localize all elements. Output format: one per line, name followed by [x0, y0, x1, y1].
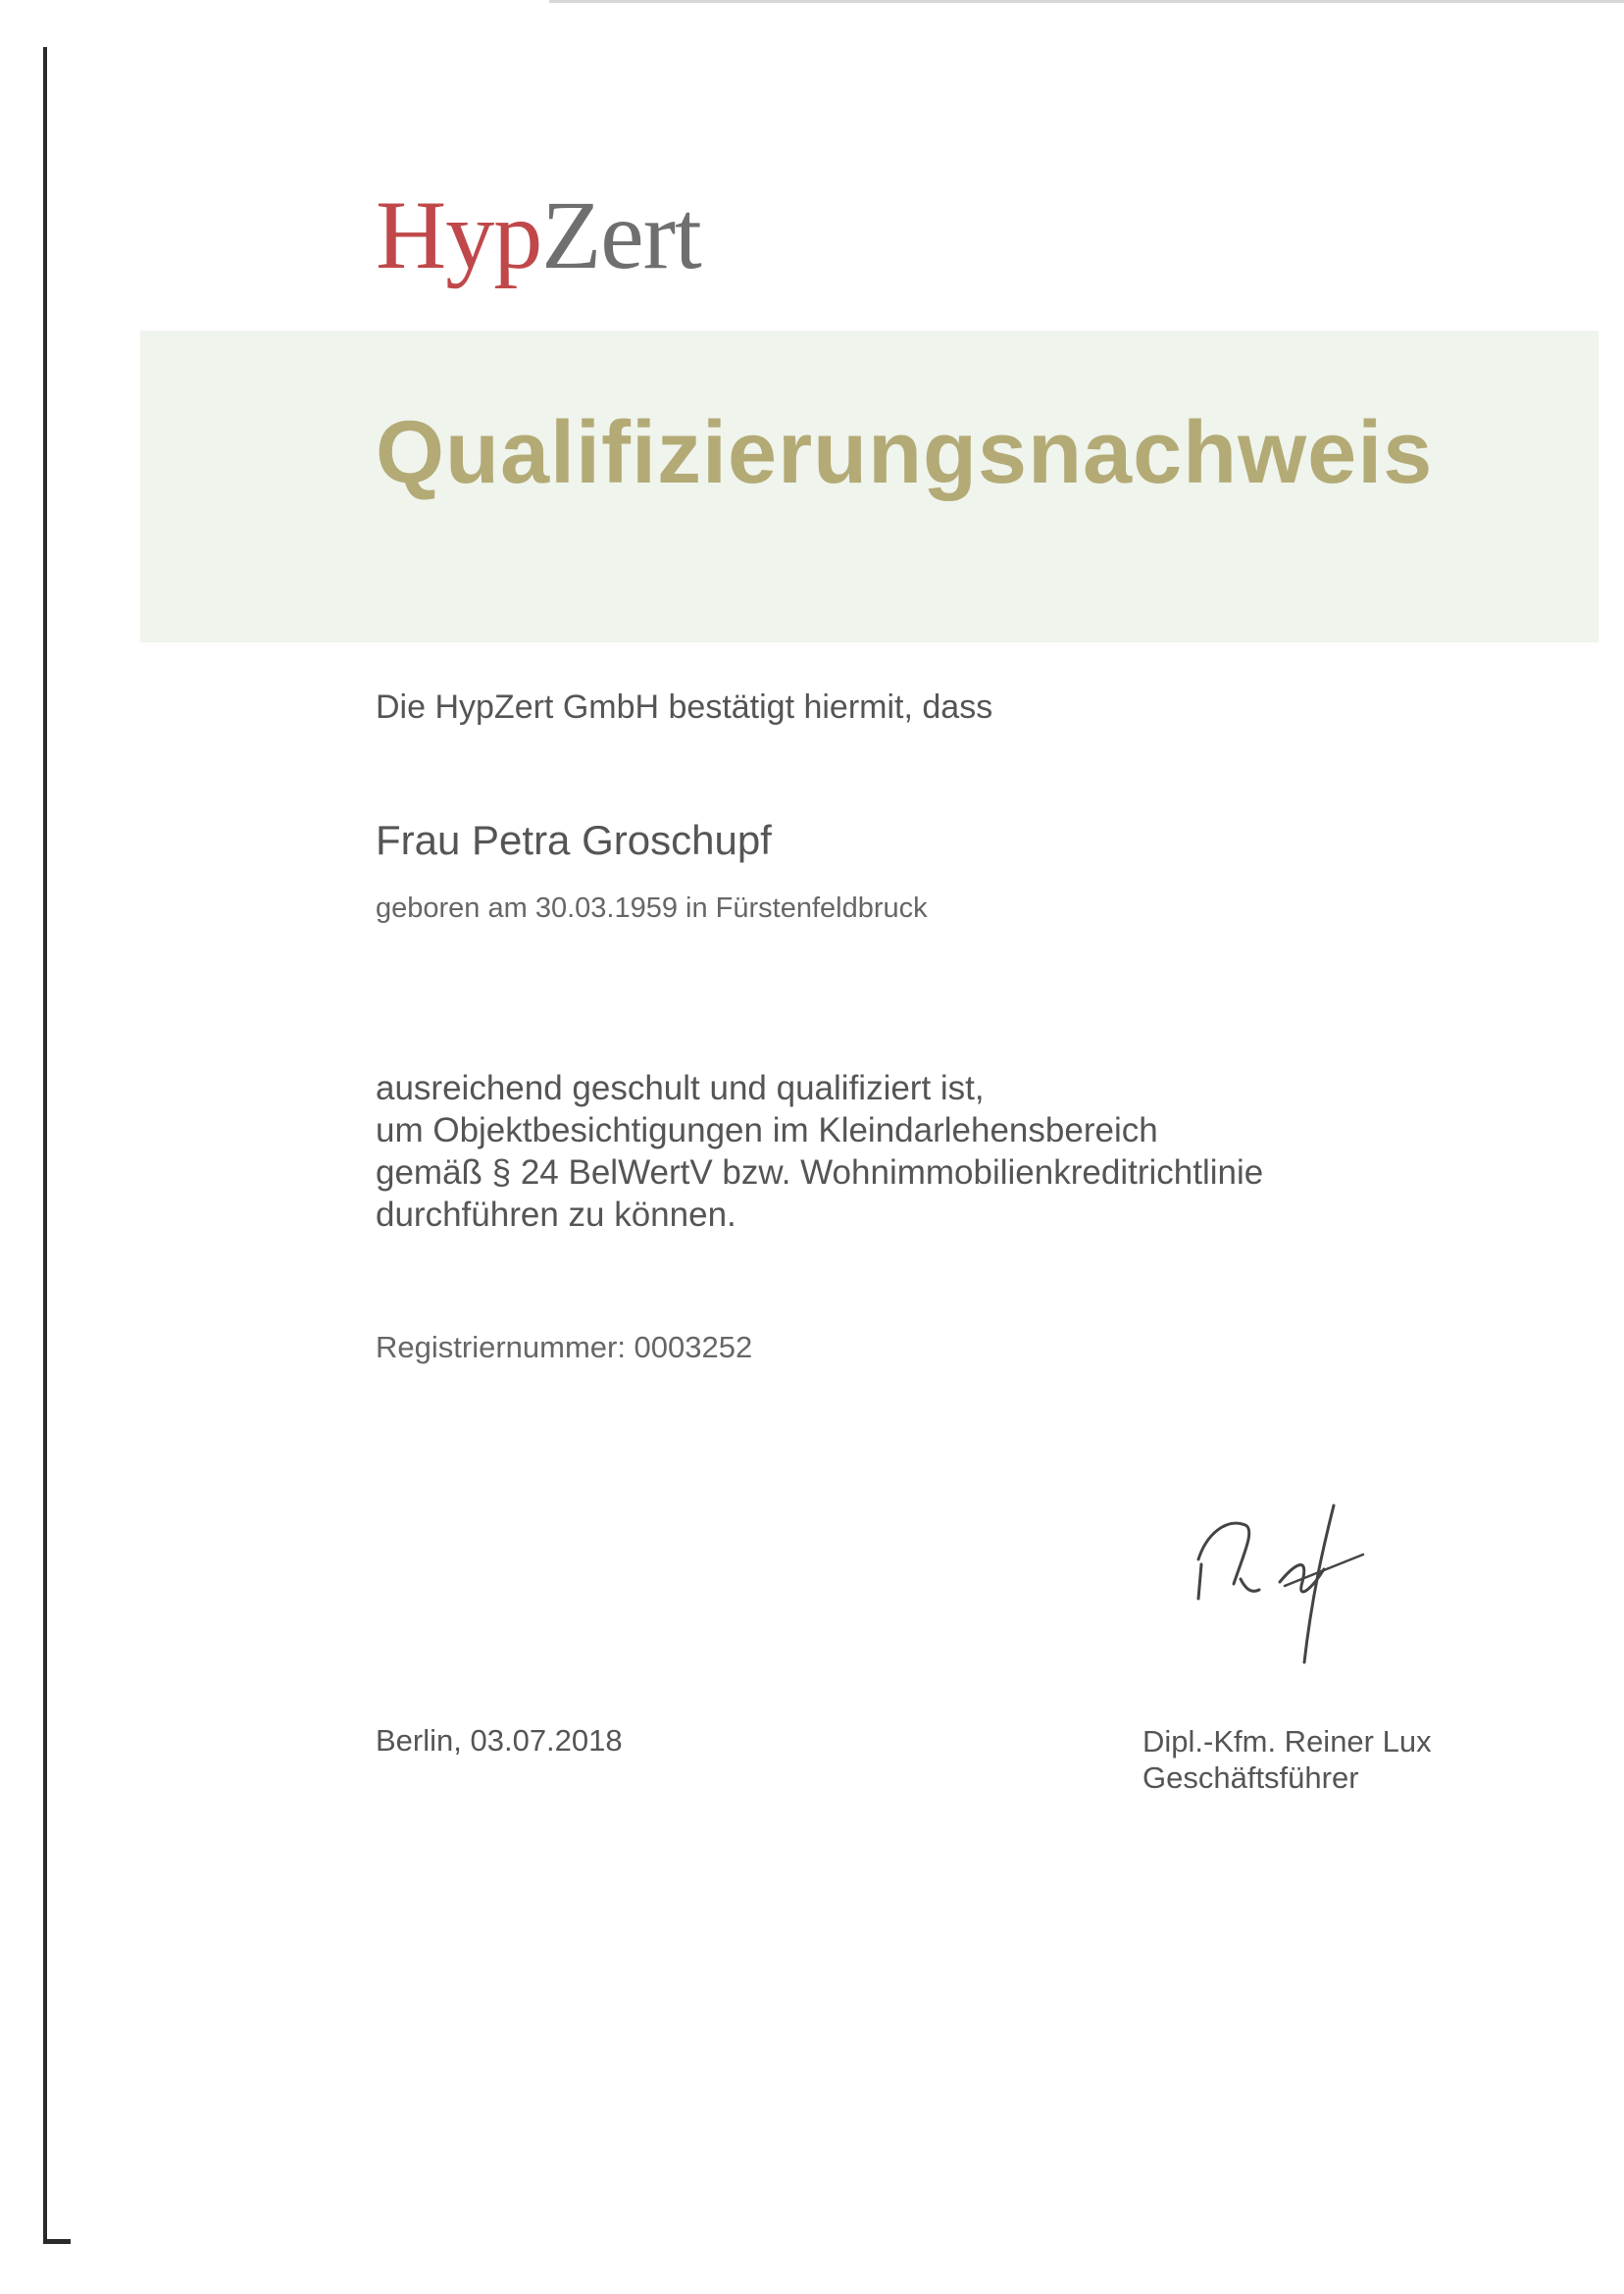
person-birth: geboren am 30.03.1959 in Fürstenfeldbruck	[376, 892, 928, 924]
signer-name: Dipl.-Kfm. Reiner Lux	[1142, 1724, 1432, 1759]
place-and-date: Berlin, 03.07.2018	[376, 1723, 623, 1758]
statement-line: gemäß § 24 BelWertV bzw. Wohnimmobilienkreditrichtlinie	[376, 1153, 1264, 1192]
document-title: Qualifizierungsnachweis	[376, 404, 1434, 502]
logo-part-zert: Zert	[541, 180, 701, 289]
registration-number: Registriernummer: 0003252	[376, 1330, 753, 1364]
signer-role: Geschäftsführer	[1142, 1760, 1359, 1795]
scan-edge-left	[43, 47, 47, 2244]
signature-icon	[1187, 1496, 1412, 1682]
scan-edge-top	[549, 0, 1624, 3]
statement-block	[376, 1067, 1263, 1236]
scan-edge-bottom	[43, 2239, 71, 2244]
statement-line: durchführen zu können.	[376, 1196, 736, 1234]
statement-line: ausreichend geschult und qualifiziert ist,	[376, 1069, 985, 1107]
intro-text: Die HypZert GmbH bestätigt hiermit, dass	[376, 688, 993, 726]
title-banner	[140, 331, 1599, 642]
person-name: Frau Petra Groschupf	[376, 817, 772, 863]
signer-block	[1142, 1723, 1432, 1796]
statement-line: um Objektbesichtigungen im Kleindarlehensbereich	[376, 1111, 1158, 1149]
logo-part-hyp: Hyp	[376, 180, 542, 289]
hypzert-logo	[376, 180, 701, 289]
